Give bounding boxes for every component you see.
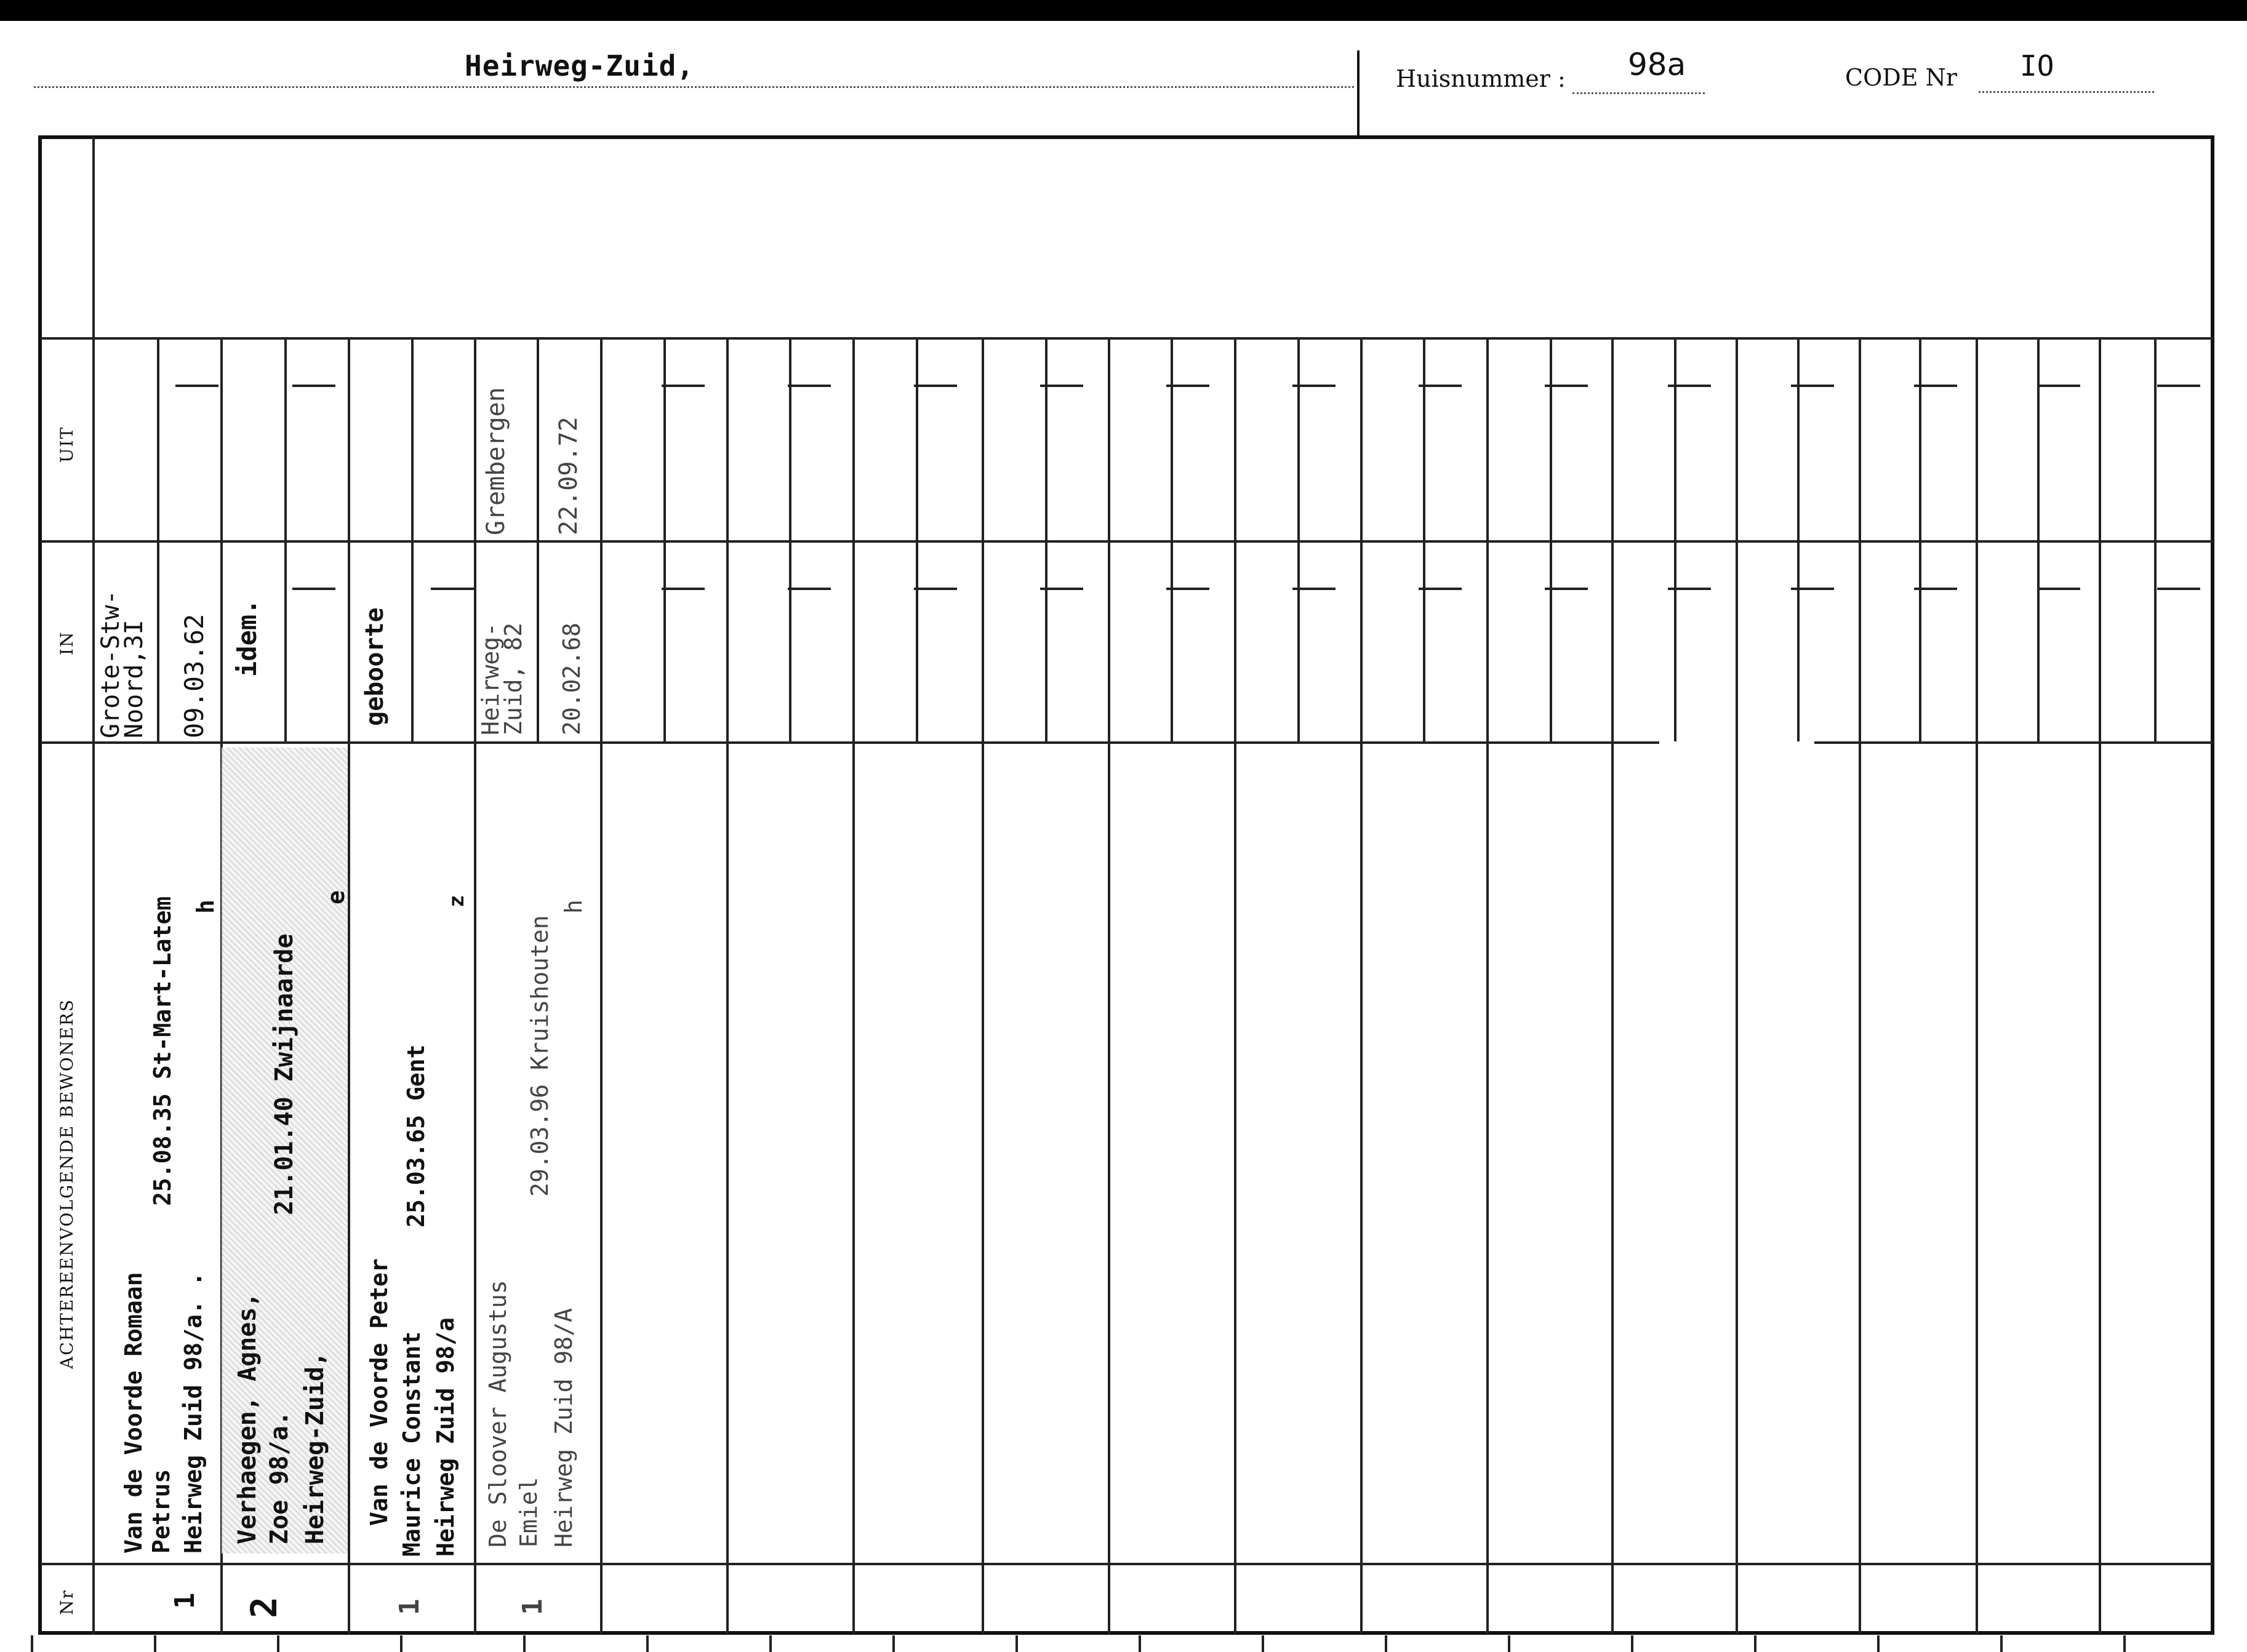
empty-cell-dash [1668,385,1711,387]
column-line-minor [2037,340,2040,741]
column-line-minor [1297,340,1300,741]
column-line-minor [2154,340,2157,741]
empty-cell-dash [2037,588,2080,590]
column-line-minor [157,340,159,741]
code-dotted-line [1979,91,2154,93]
bottom-ruler-tick [1385,1635,1387,1652]
residents-top-line-b [1814,741,2213,744]
empty-cell-dash [1668,588,1711,590]
nr-top-line [41,1563,2213,1565]
residents-top-line-a [41,741,1659,744]
entry-4-in-place-1: Heirweg- [477,622,504,735]
in-top-line [41,540,2213,543]
entry-4-mark: h [560,900,587,914]
entry-1-in-place-1: Grote-Stw- [97,590,125,738]
bottom-ruler-tick [154,1635,156,1652]
section-label-in: IN [57,631,77,655]
entry-4-birth: 29.03.96 Kruishouten [526,915,553,1197]
street-name: Heirweg-Zuid, [465,49,695,82]
bottom-ruler-tick [400,1635,403,1652]
column-line-major [1486,340,1489,1634]
bottom-ruler-tick [1631,1635,1633,1652]
empty-cell-dash [2037,385,2080,387]
empty-cell-dash [788,588,831,590]
entry-2-nr: 2 [243,1597,285,1618]
column-line-minor [1919,340,1921,741]
column-line-minor [789,340,791,741]
bottom-ruler-tick [523,1635,526,1652]
section-label-nr: Nr [57,1589,77,1615]
column-line-major [852,340,855,1634]
empty-cell-dash [2157,588,2200,590]
entry-1-name-line-2: Petrus [148,1469,175,1554]
bottom-ruler-tick [1015,1635,1018,1652]
column-line-minor [284,340,287,741]
bottom-ruler-tick [1754,1635,1756,1652]
empty-cell-dash [1166,588,1209,590]
bottom-ruler-tick [2000,1635,2003,1652]
entry-4-nr: 1 [517,1598,548,1615]
column-line-minor [1045,340,1047,741]
entry-4-address: Heirweg Zuid 98/A [550,1308,577,1547]
entry-3-name-line-1: Van de Voorde Peter [366,1258,393,1526]
column-line-minor [916,340,918,741]
column-line-major [1234,340,1236,1634]
entry-4-out-place: Grembergen [482,387,510,535]
bottom-ruler-tick [1877,1635,1880,1652]
column-line-major [1976,340,1978,1634]
label-column-divider [92,137,95,1635]
entry-4-in-date: 20.02.68 [558,622,585,735]
empty-cell-dash [1791,385,1834,387]
empty-cell-dash [662,385,705,387]
bottom-ruler-tick [892,1635,895,1652]
empty-cell-dash [1914,385,1957,387]
column-line-major [600,340,603,1634]
column-line-major [1108,340,1110,1634]
entry-2-birth: 21.01.40 Zwijnaarde [270,933,298,1215]
entry-1-in-date: 09.03.62 [179,613,209,738]
header-divider [1357,50,1360,137]
entry-3-in-place: geboorte [361,607,389,726]
entry-4-name-line-2: Emiel [515,1477,542,1547]
column-line-minor [663,340,666,741]
code-label: CODE Nr [1845,64,1957,91]
column-line-minor [1550,340,1552,741]
empty-cell-dash [1040,385,1083,387]
empty-cell-dash [1791,588,1834,590]
column-line-minor [411,340,414,741]
entry-1-nr: 1 [169,1592,201,1609]
entry-4-out-date: 22.09.72 [555,417,583,535]
house-number-dotted-line [1572,92,1705,94]
entry-3-name-line-2: Maurice Constant [398,1331,425,1557]
column-line-major [1736,340,1738,1634]
empty-cell-dash [431,588,474,590]
entry-1-name-line-1: Van de Voorde Romaan [120,1272,147,1554]
entry-2-name-line-1: Verhaegen, Agnes, [233,1292,262,1544]
top-scan-border [0,0,2247,21]
column-line-major [1360,340,1363,1634]
section-label-uit: UIT [57,426,77,463]
empty-cell-dash [1292,385,1336,387]
entry-1-mark: h [192,900,219,914]
column-line-major [982,340,984,1634]
column-line-minor [1423,340,1425,741]
entry-1-address: Heirweg Zuid 98/a. . [180,1272,207,1554]
empty-cell-dash [914,385,957,387]
street-dotted-line [34,86,1354,88]
empty-cell-dash [292,588,335,590]
entry-3-address: Heirweg Zuid 98/a [432,1317,459,1557]
empty-cell-dash [1419,385,1462,387]
empty-cell-dash [914,588,957,590]
empty-cell-dash [788,385,831,387]
uit-top-line [41,337,2213,340]
bottom-ruler-tick [1139,1635,1141,1652]
empty-cell-dash [1292,588,1336,590]
entry-2-in-place: idem. [232,599,262,677]
column-line-major [1859,340,1861,1634]
column-line-minor [537,340,539,741]
section-label-residents: ACHTEREENVOLGENDE BEWONERS [57,999,77,1369]
empty-cell-dash [2157,385,2200,387]
entry-3-mark: z [444,895,469,908]
house-number-value: 98a [1628,47,1686,82]
bottom-ruler-tick [31,1635,33,1652]
bottom-ruler-tick [769,1635,772,1652]
house-number-label: Huisnummer : [1396,65,1566,92]
entry-4-in-place-2: Zuid, 82 [500,622,527,735]
entry-2-name-line-2: Zoe 98/a. [265,1411,294,1544]
column-line-minor [1674,340,1676,741]
entry-1-birth: 25.08.35 St-Mart-Latem [149,896,176,1206]
column-line-minor [1797,340,1800,741]
entry-2-address: Heirweg-Zuid, [301,1351,329,1544]
empty-cell-dash [1545,588,1588,590]
empty-cell-dash [662,588,705,590]
column-line-major [2099,340,2101,1634]
bottom-ruler-tick [2123,1635,2126,1652]
column-line-major [726,340,729,1634]
empty-cell-dash [175,385,218,387]
entry-3-nr: 1 [394,1598,425,1615]
empty-cell-dash [1545,385,1588,387]
bottom-ruler-tick [646,1635,649,1652]
bottom-ruler-tick [277,1635,279,1652]
empty-cell-dash [1419,588,1462,590]
empty-cell-dash [1040,588,1083,590]
entry-1-in-place-2: Noord,3I [120,620,148,738]
empty-cell-dash [292,385,335,387]
empty-cell-dash [1914,588,1957,590]
empty-cell-dash [1166,385,1209,387]
column-line-major [1611,340,1614,1634]
code-value: IO [2020,49,2054,82]
entry-2-mark: e [322,890,350,904]
column-line-minor [1171,340,1173,741]
column-line-major [348,340,350,1634]
column-line-major [474,340,476,1634]
entry-4-name-line-1: De Sloover Augustus [484,1280,511,1547]
bottom-ruler-tick [1262,1635,1264,1652]
bottom-ruler-tick [1508,1635,1510,1652]
entry-3-birth: 25.03.65 Gent [403,1044,430,1227]
